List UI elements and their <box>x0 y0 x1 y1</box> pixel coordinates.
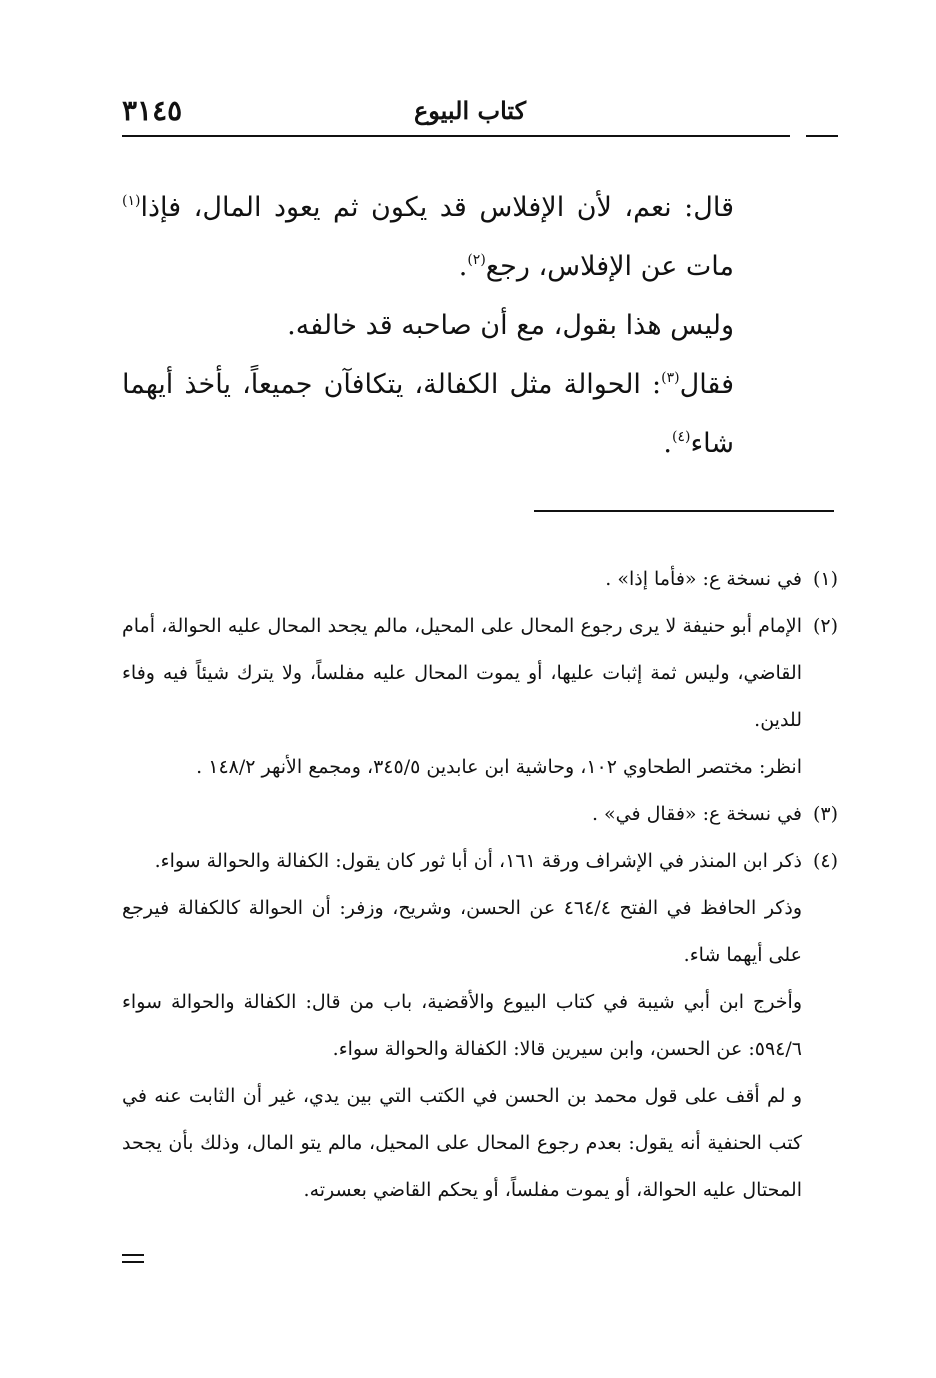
paragraph-3-text-b: : الحوالة مثل الكفالة، يتكافآن جميعاً، يأخذ أيهما شاء <box>122 369 734 459</box>
footnote-4-paragraph-4: و لم أقف على قول محمد بن الحسن في الكتب التي بين يدي، غير أن الثابت عنه في كتب الحنفية أنه يقول: بعدم رجوع المحال على المحيل، مالم يتو المال، وذلك بأن يجحد المحتال عليه الحوالة، أو يموت مفلساً، أو يحكم القاضي بعسرته. <box>122 1085 802 1201</box>
footnote-ref-4: (٤) <box>671 429 691 445</box>
running-title: كتاب البيوع <box>413 96 527 125</box>
paragraph-3-end: . <box>663 428 672 459</box>
paragraph-2: وليس هذا بقول، مع أن صاحبه قد خالفه. <box>287 310 734 341</box>
footnote-ref-3: (٣) <box>661 370 680 386</box>
page-number: ٣١٤٥ <box>122 94 183 127</box>
footnote-number: (٤) <box>812 850 838 872</box>
footnote-number: (١) <box>812 568 838 590</box>
footnote-number: (٢) <box>812 615 838 637</box>
footnote-ref-2: (٢) <box>467 252 486 268</box>
page-header <box>122 92 838 136</box>
header-rule-gap <box>790 134 806 138</box>
footnote-text: الإمام أبو حنيفة لا يرى رجوع المحال على المحيل، مالم يجحد المحال عليه الحوالة، أمام القاضي، وليس ثمة إثبات عليها، أو يموت المحال عليه مفلساً، ولا يترك شيئاً فيه وفاء للدين. <box>122 615 802 731</box>
footnote-4-paragraph-3: وأخرج ابن أبي شيبة في كتاب البيوع والأقضية، باب من قال: الكفالة والحوالة سواء ٥٩٤/٦: عن الحسن، وابن سيرين قالا: الكفالة والحوالة سواء. <box>122 991 802 1060</box>
header-rule <box>122 135 838 137</box>
footnote-text: في نسخة ع: «فأما إذا» . <box>605 568 802 590</box>
footnote-3 <box>122 791 838 838</box>
footnote-separator <box>534 510 834 512</box>
footnotes <box>122 556 838 1214</box>
footnote-text: ذكر ابن المنذر في الإشراف ورقة ١٦١، أن أبا ثور كان يقول: الكفالة والحوالة سواء. <box>154 850 802 872</box>
paragraph-3 <box>122 355 734 473</box>
footnote-2-reference: انظر: مختصر الطحاوي ١٠٢، وحاشية ابن عابدين ٣٤٥/٥، ومجمع الأنهر ١٤٨/٢ . <box>196 756 802 778</box>
paragraph-1-text-a: قال: نعم، لأن الإفلاس قد يكون ثم يعود المال، فإذا <box>140 192 734 223</box>
footnote-2 <box>122 603 838 744</box>
paragraph-3-text-a: فقال <box>679 369 734 400</box>
footnote-4 <box>122 838 838 885</box>
footnote-1 <box>122 556 838 603</box>
footnote-ref-1: (١) <box>122 193 141 209</box>
main-text <box>122 178 734 473</box>
continuation-mark <box>122 1254 144 1268</box>
footnote-number: (٣) <box>812 803 838 825</box>
paragraph-1-text-b: مات عن الإفلاس، رجع <box>485 251 734 282</box>
paragraph-1 <box>122 178 734 296</box>
footnote-4-paragraph-2: وذكر الحافظ في الفتح ٤٦٤/٤ عن الحسن، وشريح، وزفر: أن الحوالة كالكفالة فيرجع على أيهما شاء. <box>122 897 802 966</box>
footnote-text: في نسخة ع: «فقال في» . <box>591 803 802 825</box>
paragraph-1-end: . <box>458 251 468 282</box>
